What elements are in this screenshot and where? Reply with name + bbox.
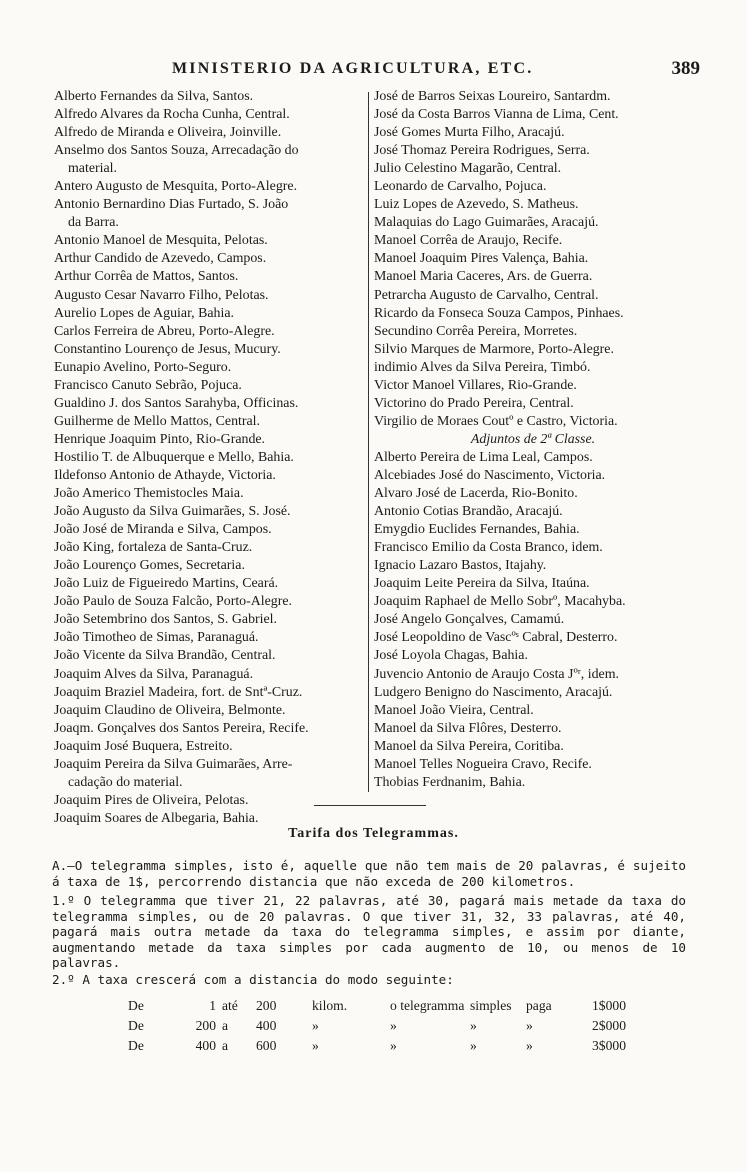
right-name-entry: Victor Manoel Villares, Rio-Grande. <box>374 377 577 393</box>
adjunto-name-entry: José Loyola Chagas, Bahia. <box>374 648 528 664</box>
left-name-entry: João Timotheo de Simas, Paranaguá. <box>54 630 259 646</box>
left-name-entry: Constantino Lourenço de Jesus, Mucury. <box>54 341 281 357</box>
right-name-entry: Julio Celestino Magarão, Central. <box>374 161 562 177</box>
adjunto-name-entry: Manoel da Silva Flôres, Desterro. <box>374 720 562 736</box>
right-name-entry: Victorino do Prado Pereira, Central. <box>374 395 574 411</box>
adjunto-name-entry: Ludgero Benigno do Nascimento, Aracajú. <box>374 684 613 700</box>
right-name-entry: José Gomes Murta Filho, Aracajú. <box>374 125 565 141</box>
right-column <box>374 88 692 792</box>
page-header <box>60 58 700 84</box>
left-name-entry: Anselmo dos Santos Souza, Arrecadação do material. <box>54 143 299 177</box>
adjunto-name-entry: Emygdio Euclides Fernandes, Bahia. <box>374 522 580 538</box>
tariff-title: Tarifa dos Telegrammas. <box>288 826 459 841</box>
adjunto-name-entry: Alvaro José de Lacerda, Rio-Bonito. <box>374 486 578 502</box>
right-name-entry: Manoel Corrêa de Araujo, Recife. <box>374 233 563 249</box>
right-name-entry: José Thomaz Pereira Rodrigues, Serra. <box>374 143 590 159</box>
left-name-entry: Carlos Ferreira de Abreu, Porto-Alegre. <box>54 323 275 339</box>
left-name-entry: João Setembrino dos Santos, S. Gabriel. <box>54 612 278 628</box>
adjunto-name-entry: Alberto Pereira de Lima Leal, Campos. <box>374 449 593 465</box>
left-name-entry: Gualdino J. dos Santos Sarahyba, Officinas. <box>54 395 299 411</box>
right-name-entry: Virgilio de Moraes Coutº e Castro, Victoria. <box>374 413 618 429</box>
rate-row: De 400 a 600 » » » » 3$000 <box>128 1038 626 1053</box>
right-name-entry: Luiz Lopes de Azevedo, S. Matheus. <box>374 197 579 213</box>
right-column-list-2 <box>374 449 692 792</box>
left-column <box>54 88 366 828</box>
left-name-entry: Joaquim Pires de Oliveira, Pelotas. <box>54 792 249 808</box>
right-name-entry: Leonardo de Carvalho, Pojuca. <box>374 179 547 195</box>
left-name-entry: Antonio Bernardino Dias Furtado, S. João da Barra. <box>54 197 289 231</box>
rate-row: De 1 até 200 kilom. o telegramma simples paga 1$000 <box>128 998 626 1013</box>
adjunto-name-entry: José Leopoldino de Vascºˢ Cabral, Desterro. <box>374 630 618 646</box>
right-name-entry: Manoel Maria Caceres, Ars. de Guerra. <box>374 269 593 285</box>
page-number: 389 <box>671 58 700 79</box>
running-title: MINISTERIO DA AGRICULTURA, ETC. <box>172 60 534 77</box>
column-divider <box>368 92 369 792</box>
adjunto-name-entry: Juvencio Antonio de Araujo Costa Jºʳ, idem. <box>374 666 619 682</box>
left-name-entry: Joaquim Claudino de Oliveira, Belmonte. <box>54 702 286 718</box>
adjunto-name-entry: Alcebiades José do Nascimento, Victoria. <box>374 467 606 483</box>
left-name-entry: Antero Augusto de Mesquita, Porto-Alegre. <box>54 179 298 195</box>
adjunto-name-entry: Antonio Cotias Brandão, Aracajú. <box>374 504 563 520</box>
adjunto-name-entry: Ignacio Lazaro Bastos, Itajahy. <box>374 558 547 574</box>
left-name-entry: Henrique Joaquim Pinto, Rio-Grande. <box>54 431 266 447</box>
subheading-adjuntos: Adjuntos de 2ª Classe. <box>470 431 596 447</box>
left-name-entry: João Augusto da Silva Guimarães, S. José. <box>54 504 291 520</box>
adjunto-name-entry: Francisco Emilio da Costa Branco, idem. <box>374 540 603 556</box>
left-name-entry: João King, fortaleza de Santa-Cruz. <box>54 540 253 556</box>
right-name-entry: Petrarcha Augusto de Carvalho, Central. <box>374 287 599 303</box>
left-name-entry: Alfredo Alvares da Rocha Cunha, Central. <box>54 107 290 123</box>
section-rule <box>314 805 426 806</box>
left-name-entry: Alfredo de Miranda e Oliveira, Joinville. <box>54 125 282 141</box>
tariff-rate-table <box>128 996 652 1056</box>
left-name-entry: João Luiz de Figueiredo Martins, Ceará. <box>54 576 279 592</box>
tariff-paragraph-1: 1.º O telegramma que tiver 21, 22 palavras, até 30, pagará mais metade da taxa do telegramma simples, ou de 20 palavras. O que tiver 31, 32, 33 palavras, até 40, pagará mais outra metade da taxa do telegramma simples, e assim por diante, augmentando metade da taxa simples por cada augmento de 10, ou menos de 10 palavras. <box>52 893 686 970</box>
left-name-entry: João José de Miranda e Silva, Campos. <box>54 522 272 538</box>
right-name-entry: Ricardo da Fonseca Souza Campos, Pinhaes. <box>374 305 624 321</box>
left-name-entry: Alberto Fernandes da Silva, Santos. <box>54 89 254 104</box>
right-name-entry: Manoel Joaquim Pires Valença, Bahia. <box>374 251 589 267</box>
left-name-entry: João Vicente da Silva Brandão, Central. <box>54 648 276 664</box>
adjunto-name-entry: José Angelo Gonçalves, Camamú. <box>374 612 565 628</box>
left-name-entry: Joaquim José Buquera, Estreito. <box>54 738 233 754</box>
adjunto-name-entry: Thobias Ferdnanim, Bahia. <box>374 774 526 790</box>
left-name-entry: João Paulo de Souza Falcão, Porto-Alegre. <box>54 594 293 610</box>
adjunto-name-entry: Manoel da Silva Pereira, Coritiba. <box>374 738 564 754</box>
left-name-entry: Francisco Canuto Sebrão, Pojuca. <box>54 377 242 393</box>
right-name-entry: José da Costa Barros Vianna de Lima, Cent. <box>374 107 619 123</box>
right-name-entry: Silvio Marques de Marmore, Porto-Alegre. <box>374 341 614 357</box>
left-name-entry: Joaqm. Gonçalves dos Santos Pereira, Recife. <box>54 720 309 736</box>
left-name-entry: Aurelio Lopes de Aguiar, Bahia. <box>54 305 234 321</box>
left-name-entry: Joaquim Braziel Madeira, fort. de Sntª-Cruz. <box>54 684 303 700</box>
tariff-paragraph-2: 2.º A taxa crescerá com a distancia do modo seguinte: <box>52 972 454 987</box>
left-name-entry: Hostilio T. de Albuquerque e Mello, Bahia. <box>54 449 294 465</box>
left-name-entry: Augusto Cesar Navarro Filho, Pelotas. <box>54 287 269 303</box>
left-name-entry: Joaquim Alves da Silva, Paranaguá. <box>54 666 254 682</box>
right-name-entry: José de Barros Seixas Loureiro, Santardm. <box>374 89 611 104</box>
left-name-entry: Joaquim Soares de Albegaria, Bahia. <box>54 810 259 826</box>
right-name-entry: Malaquias do Lago Guimarães, Aracajú. <box>374 215 599 231</box>
adjunto-name-entry: Joaquim Leite Pereira da Silva, Itaúna. <box>374 576 590 592</box>
left-name-entry: João Lourenço Gomes, Secretaria. <box>54 558 245 574</box>
left-name-entry: João Americo Themistocles Maia. <box>54 486 244 502</box>
adjunto-name-entry: Manoel Telles Nogueira Cravo, Recife. <box>374 756 592 772</box>
left-name-entry: Antonio Manoel de Mesquita, Pelotas. <box>54 233 268 249</box>
left-name-entry: Arthur Candido de Azevedo, Campos. <box>54 251 267 267</box>
left-name-entry: Guilherme de Mello Mattos, Central. <box>54 413 260 429</box>
right-column-list <box>374 88 692 431</box>
left-name-entry: Eunapio Avelino, Porto-Seguro. <box>54 359 232 375</box>
left-name-entry: Joaquim Pereira da Silva Guimarães, Arre- cadação do material. <box>54 756 293 790</box>
left-name-entry: Arthur Corrêa de Mattos, Santos. <box>54 269 239 285</box>
left-name-entry: Ildefonso Antonio de Athayde, Victoria. <box>54 467 276 483</box>
tariff-paragraph-a: A.—O telegramma simples, isto é, aquelle que não tem mais de 20 palavras, é sujeito á taxa de 1$, percorrendo distancia que não exceda de 200 kilometros. <box>52 858 686 889</box>
rate-row: De 200 a 400 » » » » 2$000 <box>128 1018 626 1033</box>
adjunto-name-entry: Manoel João Vieira, Central. <box>374 702 534 718</box>
right-name-entry: Secundino Corrêa Pereira, Morretes. <box>374 323 578 339</box>
adjunto-name-entry: Joaquim Raphael de Mello Sobrº, Macahyba. <box>374 594 626 610</box>
right-name-entry: indimio Alves da Silva Pereira, Timbó. <box>374 359 591 375</box>
